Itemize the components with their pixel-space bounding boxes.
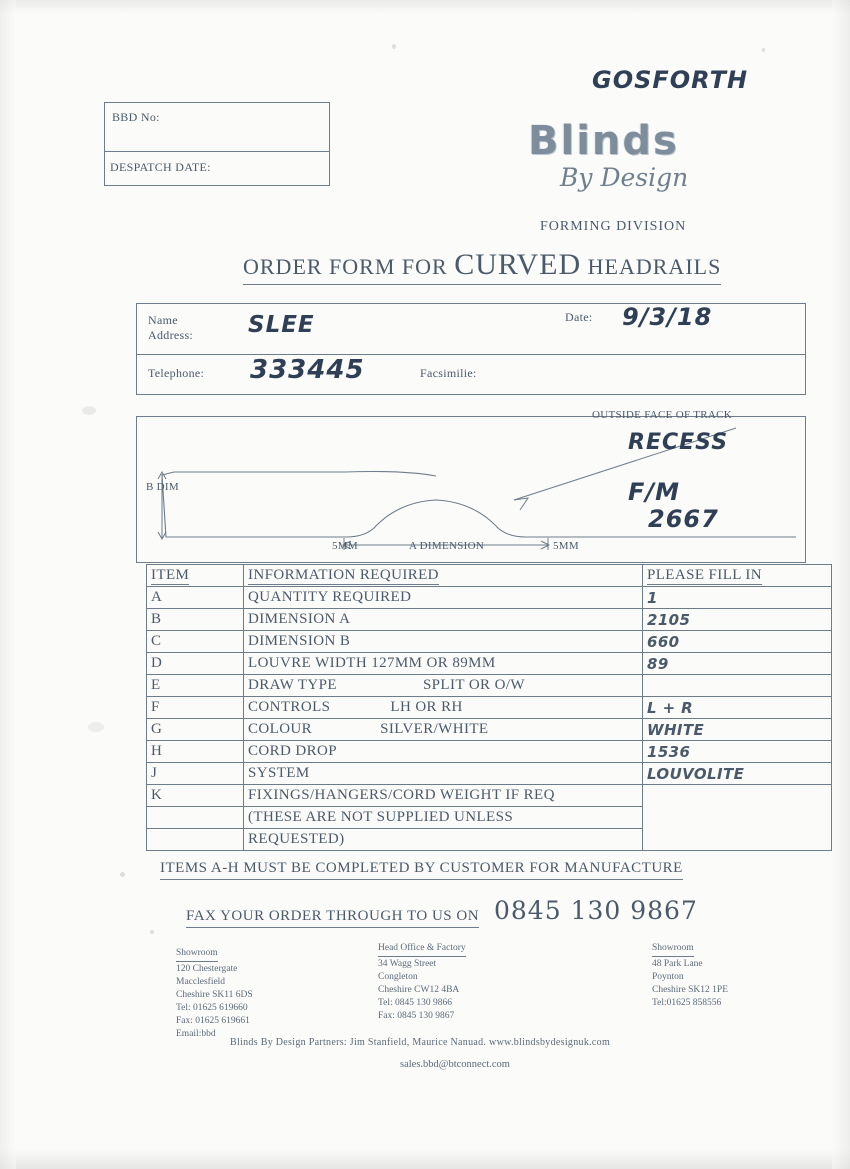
diagram-note-recess: RECESS — [628, 430, 729, 455]
row-value: LOUVOLITE — [643, 763, 832, 785]
footer-showroom-1 — [176, 947, 253, 1041]
logo-by-design: By Design — [560, 163, 689, 192]
table-row — [147, 631, 832, 653]
table-row — [147, 675, 832, 697]
row-info — [244, 653, 643, 675]
scan-edge-right — [832, 0, 850, 1169]
row-info-text: FIXINGS/HANGERS/CORD WEIGHT IF REQ — [248, 787, 555, 803]
footer-line: Fax: 01625 619661 — [176, 1016, 250, 1026]
scan-edge-left — [0, 0, 16, 1169]
row-item: B — [147, 609, 244, 631]
table-row — [147, 785, 832, 807]
scan-speck — [150, 930, 154, 934]
row-item — [147, 807, 244, 829]
header-information — [244, 565, 643, 587]
scan-speck — [120, 872, 125, 877]
row-info-text: CONTROLS — [248, 699, 331, 715]
row-info-text: (THESE ARE NOT SUPPLIED UNLESS — [248, 809, 514, 825]
five-mm-right-label: 5MM — [553, 540, 579, 552]
row-value: L + R — [643, 697, 832, 719]
row-item: D — [147, 653, 244, 675]
a-dimension-label: A DIMENSION — [409, 540, 485, 552]
header-information-label: INFORMATION REQUIRED — [248, 567, 439, 583]
scan-speck — [392, 44, 396, 49]
address-label: Address: — [148, 328, 194, 342]
footer-line: 34 Wagg Street — [378, 959, 437, 969]
footer-line: Macclesfield — [176, 977, 226, 987]
row-info-text: CORD DROP — [248, 743, 338, 759]
footer-line: Cheshire SK12 1PE — [652, 985, 728, 995]
outside-face-label: OUTSIDE FACE OF TRACK — [592, 409, 733, 421]
page-title-emphasis: CURVED — [454, 248, 582, 281]
row-value: 660 — [643, 631, 832, 653]
footer-head-office — [378, 942, 466, 1023]
table-row — [147, 741, 832, 763]
footer-head-office-heading: Head Office & Factory — [378, 942, 466, 957]
row-item: G — [147, 719, 244, 741]
footer-line: Fax: 0845 130 9867 — [378, 1011, 455, 1021]
header-fill — [643, 565, 832, 587]
row-info-text: DRAW TYPE — [248, 677, 337, 693]
date-value: 9/3/18 — [622, 303, 713, 331]
row-info-text: COLOUR — [248, 721, 313, 737]
telephone-value: 333445 — [250, 355, 365, 385]
row-value — [643, 675, 832, 697]
row-info — [244, 741, 643, 763]
row-info — [244, 609, 643, 631]
table-row — [147, 653, 832, 675]
row-item: K — [147, 785, 244, 807]
footer-email[interactable]: sales.bbd@btconnect.com — [400, 1059, 510, 1070]
footer-partners — [230, 1037, 610, 1048]
row-item: H — [147, 741, 244, 763]
row-info — [244, 829, 643, 851]
row-option-text: SPLIT OR O/W — [422, 677, 525, 693]
items-note: ITEMS A-H MUST BE COMPLETED BY CUSTOMER FOR MANUFACTURE — [160, 860, 683, 880]
row-info — [244, 675, 643, 697]
telephone-label: Telephone: — [148, 366, 205, 380]
header-fill-label: PLEASE FILL IN — [647, 567, 763, 583]
footer-line: Tel: 01625 619660 — [176, 1003, 248, 1013]
page-title-suffix: HEADRAILS — [581, 254, 722, 279]
header-item — [147, 565, 244, 587]
b-dim-label: B DIM — [146, 481, 179, 493]
row-item: J — [147, 763, 244, 785]
table-row — [147, 609, 832, 631]
row-info-text: DIMENSION B — [248, 633, 351, 649]
row-info-text: LOUVRE WIDTH 127MM OR 89MM — [248, 655, 496, 671]
row-item — [147, 829, 244, 851]
fax-line-label: FAX YOUR ORDER THROUGH TO US ON — [186, 908, 479, 928]
row-info — [244, 763, 643, 785]
row-option-text: SILVER/WHITE — [380, 721, 489, 737]
row-info-text: QUANTITY REQUIRED — [248, 589, 412, 605]
customer-box-divider — [137, 354, 805, 355]
fax-number: 0845 130 9867 — [494, 896, 698, 925]
footer-line: Cheshire SK11 6DS — [176, 990, 253, 1000]
footer-line: Tel: 0845 130 9866 — [378, 998, 453, 1008]
header-item-label: ITEM — [151, 567, 190, 583]
diagram-note-fm: F/M — [628, 478, 681, 506]
row-info — [244, 631, 643, 653]
row-info-text: DIMENSION A — [248, 611, 351, 627]
row-value: 89 — [643, 653, 832, 675]
logo-blinds: Blinds — [528, 118, 679, 164]
scan-edge-bottom — [0, 1149, 850, 1169]
row-info-text: SYSTEM — [248, 765, 310, 781]
row-item: E — [147, 675, 244, 697]
footer-line: Email:bbd — [176, 1029, 216, 1039]
date-label: Date: — [565, 310, 593, 324]
row-info-text: REQUESTED) — [248, 831, 345, 847]
scan-speck — [82, 406, 96, 415]
row-info — [244, 719, 643, 741]
order-table — [146, 564, 804, 851]
footer-partners-text: Blinds By Design Partners: Jim Stanfield, Maurice Nanuad. — [230, 1037, 487, 1048]
name-value: SLEE — [248, 312, 315, 338]
page-title — [243, 248, 721, 285]
footer-line: Congleton — [378, 972, 418, 982]
row-value: 1 — [643, 587, 832, 609]
row-item: C — [147, 631, 244, 653]
footer-showroom-1-heading: Showroom — [176, 947, 218, 962]
table-row — [147, 719, 832, 741]
row-info — [244, 587, 643, 609]
table-row — [147, 587, 832, 609]
despatch-date-label: DESPATCH DATE: — [110, 160, 211, 174]
footer-line: 120 Chestergate — [176, 964, 238, 974]
row-option-text: LH OR RH — [390, 699, 463, 715]
facsimilie-label: Facsimilie: — [420, 366, 477, 380]
footer-showroom-2 — [652, 942, 728, 1010]
footer-line: 48 Park Lane — [652, 959, 703, 969]
scan-speck — [88, 722, 104, 732]
name-label: Name — [148, 313, 178, 327]
row-value: 2105 — [643, 609, 832, 631]
table-row — [147, 697, 832, 719]
footer-line: Poynton — [652, 972, 684, 982]
footer-line: Cheshire CW12 4BA — [378, 985, 460, 995]
branch-handwritten: GOSFORTH — [592, 66, 749, 94]
five-mm-left-label: 5MM — [332, 540, 358, 552]
row-value — [643, 785, 832, 851]
row-value: 1536 — [643, 741, 832, 763]
scan-speck — [762, 48, 765, 52]
row-info — [244, 785, 643, 807]
row-info — [244, 807, 643, 829]
diagram-note-fm-value: 2667 — [648, 505, 719, 533]
division-label: FORMING DIVISION — [540, 219, 687, 234]
page-title-prefix: ORDER FORM FOR — [243, 254, 455, 279]
row-value: WHITE — [643, 719, 832, 741]
footer-website-link[interactable]: www.blindsbydesignuk.com — [489, 1037, 611, 1048]
row-info — [244, 697, 643, 719]
row-item: A — [147, 587, 244, 609]
row-item: F — [147, 697, 244, 719]
despatch-box-divider — [105, 151, 329, 152]
table-row — [147, 763, 832, 785]
table-header-row — [147, 565, 832, 587]
scan-edge-top — [0, 0, 850, 14]
bbd-no-label: BBD No: — [112, 110, 160, 124]
footer-line: Tel:01625 858556 — [652, 998, 722, 1008]
footer-showroom-2-heading: Showroom — [652, 942, 694, 957]
